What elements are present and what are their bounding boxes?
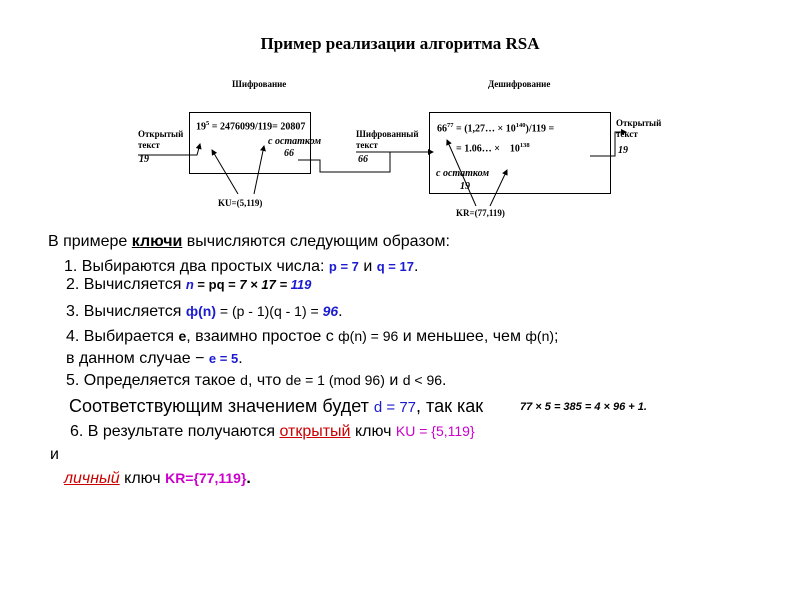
step-4 <box>66 328 559 346</box>
s4-f: ; <box>554 328 559 345</box>
step-5-line-2 <box>69 396 483 417</box>
dec-exp: 77 <box>447 122 454 129</box>
dec-remainder-value: 19 <box>460 181 470 192</box>
s3-a: 3. Вычисляется <box>66 303 186 320</box>
s5-e: и <box>384 372 403 389</box>
intro-a: В примере <box>48 233 132 250</box>
dec-times1: × <box>497 123 504 135</box>
s2-n: n <box>185 277 194 292</box>
enc-rest: = 2476099/119= 20807 <box>209 121 306 133</box>
decryption-heading: Дешифрование <box>488 79 551 89</box>
dec-line2-a: = 1.06… <box>456 143 492 155</box>
s5-b: , что <box>247 372 286 389</box>
s5-l2-a: Соответствующим значением будет <box>69 396 374 416</box>
step-1 <box>64 258 418 276</box>
s6-open: открытый <box>279 423 351 440</box>
last-dot: . <box>246 470 251 487</box>
s2-v: 119 <box>290 277 312 292</box>
encryption-formula <box>196 120 305 132</box>
s4-e: e <box>178 328 187 344</box>
s3-v: 96 <box>322 303 339 319</box>
dec-mid: = (1,27… <box>453 123 496 135</box>
intro-key: ключи <box>131 233 183 250</box>
dec-remainder-label: с остатком <box>436 168 490 179</box>
step-6 <box>70 423 475 441</box>
dec-tail: )/119 = <box>525 123 555 135</box>
s4-b: , взаимно простое с <box>186 328 339 345</box>
dec-output-value: 19 <box>618 145 628 156</box>
intro-b: вычисляются следующим образом: <box>182 233 450 250</box>
page-title: Пример реализации алгоритма RSA <box>260 34 540 53</box>
s1-and: и <box>358 258 377 275</box>
s3-dot: . <box>338 303 343 320</box>
dec-times2: × <box>494 143 500 155</box>
s4-l2-dot: . <box>238 350 243 367</box>
last-a: ключ <box>119 470 166 487</box>
dec-ten1: 10 <box>505 123 516 135</box>
s4-c: ф(n) = 96 <box>338 328 399 344</box>
s3-b: = (p - 1)(q - 1) = <box>216 303 323 319</box>
s5-f: d < 96 <box>402 372 443 388</box>
dec-ten1-exp: 140 <box>515 122 526 129</box>
s1-p: p = 7 <box>328 259 359 274</box>
s4-d: и меньшее, чем <box>398 328 526 345</box>
last-kr: KR={77,119} <box>165 470 247 486</box>
s4-l2-a: в данном случае <box>66 350 196 367</box>
encryption-heading: Шифрование <box>232 79 287 89</box>
enc-input-label-1: Открытый <box>138 129 184 139</box>
intro-line <box>48 233 450 251</box>
step-2 <box>66 276 311 294</box>
enc-input-label-2: текст <box>138 140 160 150</box>
decryption-formula-line1 <box>437 122 554 134</box>
enc-base: 19 <box>196 121 206 133</box>
private-key-label: KR=(77,119) <box>456 208 505 218</box>
s1-q: q = 17 <box>376 259 414 274</box>
s2-b: = pq = <box>193 277 240 292</box>
s4-e2: ф(n) <box>525 328 555 344</box>
last-private: личный <box>64 470 120 487</box>
s5-c: de = 1 (mod 96) <box>285 372 385 388</box>
enc-remainder-label: с остатком <box>268 136 322 147</box>
and-word: и <box>50 446 59 463</box>
step-3 <box>66 303 343 321</box>
dec-output-label-1: Открытый <box>616 118 662 128</box>
private-key-line <box>64 470 251 488</box>
s5-dot: . <box>442 372 447 389</box>
s6-a: 6. В результате получаются <box>70 423 280 440</box>
step-4-line-2 <box>66 350 243 368</box>
s2-a: 2. Вычисляется <box>66 276 186 293</box>
s4-l2-v: e = 5 <box>208 351 239 366</box>
enc-input-value: 19 <box>139 154 149 165</box>
enc-remainder-value: 66 <box>284 148 294 159</box>
s4-l2-b: − <box>195 350 209 367</box>
dec-ten2-exp: 138 <box>519 142 530 149</box>
public-key-label: KU=(5,119) <box>218 198 263 208</box>
s6-b: ключ <box>350 423 396 440</box>
s6-ku: KU = {5,119} <box>395 423 475 439</box>
cipher-value: 66 <box>358 154 368 165</box>
s5-l2-v: d = 77 <box>373 399 417 416</box>
s2-c: 7 × 17 = <box>239 277 291 292</box>
decryption-formula-line2 <box>456 142 530 154</box>
step-5-calc: 77 × 5 = 385 = 4 × 96 + 1. <box>520 401 647 413</box>
s3-phi: ф(n) <box>185 303 216 319</box>
s1-dot: . <box>413 258 419 275</box>
s4-a: 4. Выбирается <box>66 328 179 345</box>
s5-l2-b: , так как <box>416 396 484 416</box>
cipher-label-2: текст <box>356 140 378 150</box>
s1-a: 1. Выбираются два простых числа: <box>64 258 329 275</box>
enc-exp: 5 <box>206 120 210 127</box>
s5-a: 5. Определяется такое <box>66 372 241 389</box>
s5-d: d <box>240 372 248 388</box>
cipher-label-1: Шифрованный <box>356 129 419 139</box>
dec-ten2: 10 <box>509 143 520 155</box>
step-5 <box>66 372 447 390</box>
dec-base: 66 <box>437 123 447 135</box>
dec-output-label-2: текст <box>616 129 638 139</box>
